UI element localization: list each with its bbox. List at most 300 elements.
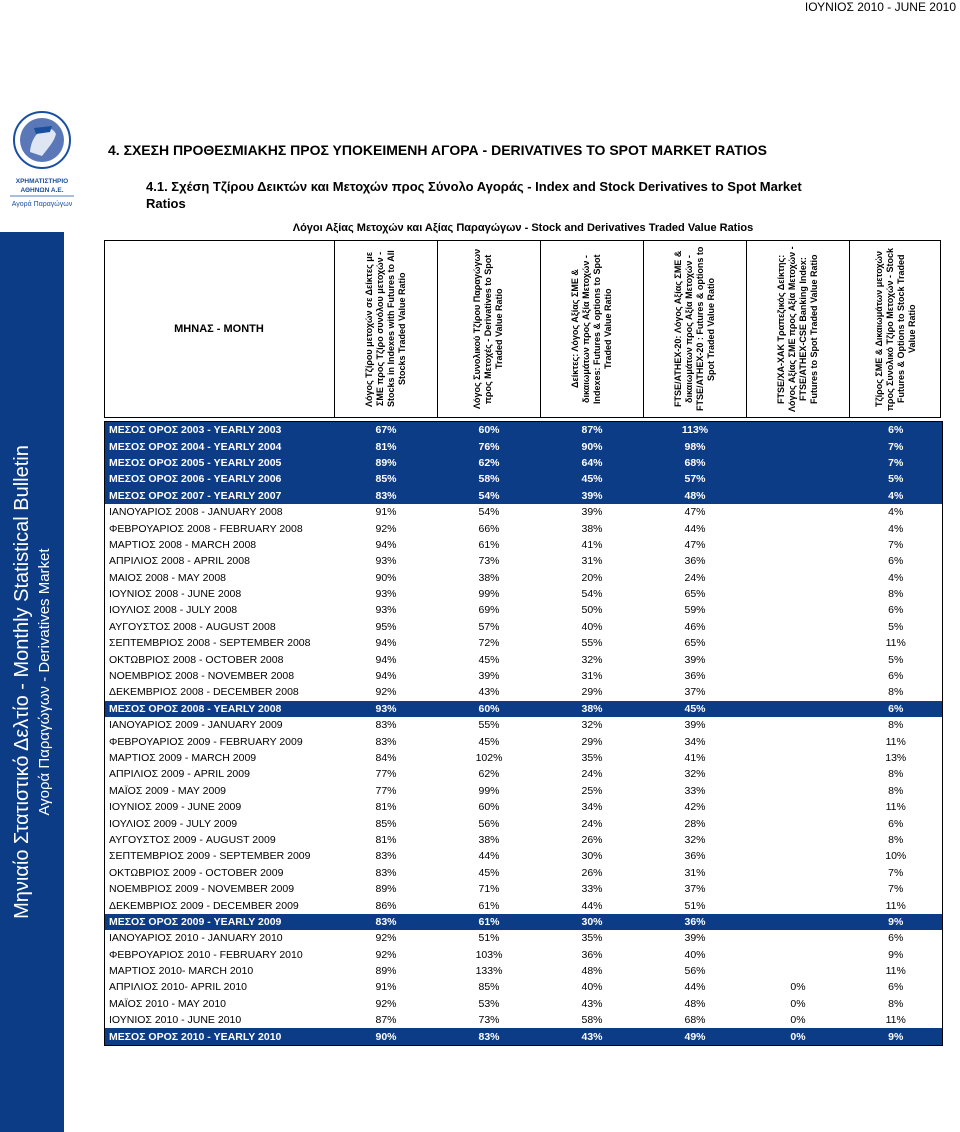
table-row bbox=[105, 865, 943, 881]
ratio-cell: 81% bbox=[375, 833, 397, 846]
ratio-cell: 4% bbox=[888, 522, 904, 535]
ratio-cell: 81% bbox=[375, 801, 397, 814]
month-cell: ΜΑΡΤΙΟΣ 2010- MARCH 2010 bbox=[109, 965, 254, 978]
ratio-cell: 28% bbox=[684, 817, 706, 830]
ratio-cell bbox=[747, 438, 850, 454]
ratio-cell: 71% bbox=[478, 883, 500, 896]
ratio-cell: 69% bbox=[478, 604, 500, 617]
ratio-cell: 81% bbox=[335, 438, 438, 454]
ratio-cell: 53% bbox=[478, 997, 500, 1010]
ratio-cell: 60% bbox=[438, 422, 541, 439]
month-cell: ΜΕΣΟΣ ΟΡΟΣ 2006 - YEARLY 2006 bbox=[105, 471, 335, 487]
ratio-cell: 56% bbox=[684, 965, 706, 978]
month-cell: ΙΟΥΝΙΟΣ 2009 - JUNE 2009 bbox=[109, 801, 242, 814]
ratio-cell bbox=[747, 783, 850, 799]
table-row bbox=[105, 815, 943, 831]
ratio-cell bbox=[747, 930, 850, 946]
column-header-4 bbox=[643, 240, 746, 418]
ratio-cell: 46% bbox=[684, 620, 706, 633]
ratio-cell bbox=[747, 750, 850, 766]
month-cell: ΑΠΡΙΛΙΟΣ 2010- APRIL 2010 bbox=[109, 981, 248, 994]
ratio-cell: 32% bbox=[581, 653, 603, 666]
ratio-cell: 24% bbox=[581, 817, 603, 830]
ratio-cell: 77% bbox=[375, 784, 397, 797]
month-cell: ΜΕΣΟΣ ΟΡΟΣ 2007 - YEARLY 2007 bbox=[105, 488, 335, 504]
yearly-average-row bbox=[105, 488, 943, 504]
ratio-cell: 38% bbox=[541, 701, 644, 717]
ratio-cell: 76% bbox=[438, 438, 541, 454]
month-cell: ΜΕΣΟΣ ΟΡΟΣ 2008 - YEARLY 2008 bbox=[105, 701, 335, 717]
ratio-cell: 113% bbox=[644, 422, 747, 439]
ratio-cell: 58% bbox=[438, 471, 541, 487]
ratio-cell bbox=[747, 553, 850, 569]
month-cell: ΙΟΥΝΙΟΣ 2008 - JUNE 2008 bbox=[109, 588, 242, 601]
ratio-cell: 48% bbox=[644, 488, 747, 504]
ratio-cell: 10% bbox=[885, 850, 907, 863]
ratio-cell bbox=[747, 602, 850, 618]
month-cell: ΔΕΚΕΜΒΡΙΟΣ 2008 - DECEMBER 2008 bbox=[109, 686, 299, 699]
ratio-cell: 45% bbox=[478, 735, 500, 748]
ratio-cell: 6% bbox=[888, 817, 904, 830]
ratio-cell: 58% bbox=[581, 1014, 603, 1027]
ratio-cell: 11% bbox=[885, 637, 906, 650]
ratio-cell: 40% bbox=[581, 620, 603, 633]
month-cell: ΙΑΝΟΥΑΡΙΟΣ 2009 - JANUARY 2009 bbox=[109, 719, 283, 732]
ratio-cell: 86% bbox=[375, 899, 397, 912]
table-row bbox=[105, 520, 943, 536]
ratio-cell: 38% bbox=[581, 522, 603, 535]
ratio-cell: 4% bbox=[888, 571, 904, 584]
ratio-cell: 31% bbox=[581, 670, 603, 683]
table-row bbox=[105, 1012, 943, 1028]
column-header-label: FTSE/ΧΑ-ΧΑΚ Τραπεζικός Δείκτης: Λόγος Αξίας ΣΜΕ προς Αξία Μετοχών - FTSE/ATHEX-CSE Banking Index: Futures to Spot Traded Value Ratio bbox=[775, 246, 819, 412]
ratio-cell bbox=[747, 651, 850, 667]
ratio-cell: 4% bbox=[888, 506, 904, 519]
bulletin-title: Μηνιαίο Στατιστικό Δελτίο - Monthly Statistical Bulletin bbox=[11, 445, 33, 919]
ratio-cell: 91% bbox=[375, 506, 397, 519]
ratio-cell: 92% bbox=[375, 686, 397, 699]
month-column-header: ΜΗΝΑΣ - MONTH bbox=[174, 323, 264, 335]
ratio-cell: 94% bbox=[375, 670, 397, 683]
ratio-cell: 26% bbox=[581, 866, 603, 879]
ratio-cell bbox=[747, 684, 850, 700]
ratio-cell: 35% bbox=[581, 932, 603, 945]
ratio-cell: 62% bbox=[478, 768, 500, 781]
ratio-cell: 57% bbox=[478, 620, 500, 633]
month-cell: ΜΕΣΟΣ ΟΡΟΣ 2003 - YEARLY 2003 bbox=[105, 422, 335, 439]
ratio-cell: 87% bbox=[375, 1014, 397, 1027]
bulletin-subtitle: Αγορά Παραγώγων - Derivatives Market bbox=[36, 548, 53, 816]
ratio-cell bbox=[747, 799, 850, 815]
ratio-cell bbox=[747, 832, 850, 848]
column-header-label: Τζίρος ΣΜΕ & Δικαιωμάτων μετοχών προς Συνολικό Τζίρο Μετοχών - Stock Futures & Options to Stock Traded Value Ratio bbox=[873, 247, 917, 411]
yearly-average-row bbox=[105, 701, 943, 717]
ratio-cell: 39% bbox=[541, 488, 644, 504]
ratio-cell: 13% bbox=[885, 752, 907, 764]
ratio-cell bbox=[747, 815, 850, 831]
ratio-cell: 87% bbox=[541, 422, 644, 439]
ratio-cell: 89% bbox=[335, 455, 438, 471]
yearly-average-row bbox=[105, 914, 943, 930]
ratio-cell: 7% bbox=[888, 538, 904, 551]
ratio-cell: 38% bbox=[478, 833, 500, 846]
ratio-cell: 99% bbox=[478, 588, 500, 601]
ratio-cell: 8% bbox=[888, 784, 904, 797]
table-row bbox=[105, 930, 943, 946]
ratio-cell: 83% bbox=[438, 1028, 541, 1045]
ratio-cell: 89% bbox=[375, 965, 397, 978]
yearly-average-row bbox=[105, 455, 943, 471]
ratio-cell: 66% bbox=[478, 522, 500, 535]
ratio-cell bbox=[747, 701, 850, 717]
month-cell: ΣΕΠΤΕΜΒΡΙΟΣ 2009 - SEPTEMBER 2009 bbox=[109, 850, 311, 863]
ratio-cell: 45% bbox=[478, 866, 500, 879]
month-cell: ΦΕΒΡΟΥΑΡΙΟΣ 2008 - FEBRUARY 2008 bbox=[109, 522, 303, 535]
month-cell: ΜΑΪΟΣ 2009 - MAY 2009 bbox=[109, 784, 226, 797]
table-row bbox=[105, 635, 943, 651]
ratio-cell bbox=[747, 733, 850, 749]
ratio-cell bbox=[747, 504, 850, 520]
month-cell: ΜΑΡΤΙΟΣ 2009 - MARCH 2009 bbox=[109, 752, 257, 764]
ratio-cell: 92% bbox=[375, 997, 397, 1010]
ratio-cell: 30% bbox=[581, 850, 603, 863]
month-cell: ΑΥΓΟΥΣΤΟΣ 2008 - AUGUST 2008 bbox=[109, 620, 276, 633]
ratio-cell: 36% bbox=[581, 948, 603, 961]
table-row bbox=[105, 717, 943, 733]
ratio-cell: 51% bbox=[684, 899, 706, 912]
ratio-cell: 85% bbox=[335, 471, 438, 487]
ratio-cell: 64% bbox=[541, 455, 644, 471]
month-cell: ΙΟΥΝΙΟΣ 2010 - JUNE 2010 bbox=[109, 1014, 242, 1027]
month-cell: ΜΑΪΟΣ 2010 - MAY 2010 bbox=[109, 997, 226, 1010]
ratio-cell bbox=[747, 717, 850, 733]
ratio-cell: 93% bbox=[375, 555, 397, 568]
ratio-cell: 44% bbox=[478, 850, 500, 863]
column-header-6 bbox=[849, 240, 942, 418]
ratio-cell: 37% bbox=[684, 686, 706, 699]
ratio-cell: 51% bbox=[478, 932, 500, 945]
month-cell: ΜΕΣΟΣ ΟΡΟΣ 2010 - YEARLY 2010 bbox=[105, 1028, 335, 1045]
bulletin-date: ΙΟΥΝΙΟΣ 2010 - JUNE 2010 bbox=[804, 0, 956, 14]
ratio-cell bbox=[747, 537, 850, 553]
ratio-cell: 94% bbox=[375, 637, 397, 650]
ratio-cell: 57% bbox=[644, 471, 747, 487]
ratio-cell: 6% bbox=[888, 981, 904, 994]
ratio-cell: 33% bbox=[581, 883, 603, 896]
ratio-cell bbox=[747, 914, 850, 930]
sidebar-title bbox=[9, 445, 55, 919]
ratio-cell: 83% bbox=[335, 488, 438, 504]
ratio-cell: 59% bbox=[684, 604, 706, 617]
ratio-cell bbox=[747, 668, 850, 684]
month-cell: ΔΕΚΕΜΒΡΙΟΣ 2009 - DECEMBER 2009 bbox=[109, 899, 299, 912]
table-row bbox=[105, 897, 943, 913]
ratio-cell: 49% bbox=[644, 1028, 747, 1045]
ratio-cell: 36% bbox=[684, 850, 706, 863]
column-header-label: Δείκτες: Λόγος Αξίας ΣΜΕ & δικαιωμάτων προς Αξία Μετοχών - Indexes: Futures & options to Spot Traded Value Ratio bbox=[569, 254, 613, 404]
month-cell: ΜΑΡΤΙΟΣ 2008 - MARCH 2008 bbox=[109, 538, 257, 551]
ratio-cell: 8% bbox=[888, 833, 904, 846]
table-row bbox=[105, 750, 943, 766]
ratio-cell: 90% bbox=[541, 438, 644, 454]
ratio-cell: 39% bbox=[684, 932, 706, 945]
ratio-cell: 73% bbox=[478, 1014, 500, 1027]
ratio-cell: 60% bbox=[478, 801, 500, 814]
ratio-cell: 38% bbox=[478, 571, 500, 584]
month-cell: ΙΑΝΟΥΑΡΙΟΣ 2010 - JANUARY 2010 bbox=[109, 932, 283, 945]
ratio-cell: 36% bbox=[644, 914, 747, 930]
ratio-cell: 93% bbox=[375, 588, 397, 601]
ratio-cell: 45% bbox=[644, 701, 747, 717]
ratio-cell: 0% bbox=[790, 981, 806, 994]
athex-logo bbox=[4, 108, 80, 224]
table-row bbox=[105, 553, 943, 569]
ratio-cell: 8% bbox=[888, 997, 904, 1010]
ratio-cell: 83% bbox=[375, 735, 397, 748]
ratio-cell: 24% bbox=[581, 768, 603, 781]
ratio-cell: 45% bbox=[478, 653, 500, 666]
ratio-cell: 48% bbox=[581, 965, 603, 978]
ratio-cell: 43% bbox=[478, 686, 500, 699]
ratio-cell bbox=[747, 848, 850, 864]
subsection-title: 4.1. Σχέση Τζίρου Δεικτών και Μετοχών προς Σύνολο Αγοράς - Index and Stock Derivatives to Spot Market Ratios bbox=[146, 179, 802, 211]
ratio-cell: 6% bbox=[888, 604, 904, 617]
month-cell: ΑΠΡΙΛΙΟΣ 2009 - APRIL 2009 bbox=[109, 768, 250, 781]
column-header-label: Λόγος Τζίρου μετοχών σε Δείκτες με ΣΜΕ προς Τζίρο συνόλου μετοχών - Stocks in Indexes with Futures to All Stocks Traded Value Ratio bbox=[363, 250, 407, 408]
ratio-cell: 5% bbox=[888, 620, 904, 633]
month-cell: ΝΟΕΜΒΡΙΟΣ 2008 - NOVEMBER 2008 bbox=[109, 670, 295, 683]
ratio-cell: 55% bbox=[478, 719, 500, 732]
ratio-cell: 36% bbox=[684, 670, 706, 683]
ratio-cell: 36% bbox=[684, 555, 706, 568]
table-row bbox=[105, 766, 943, 782]
ratio-cell: 7% bbox=[850, 438, 943, 454]
ratio-cell: 0% bbox=[790, 997, 806, 1010]
column-header-3 bbox=[540, 240, 643, 418]
ratio-cell: 9% bbox=[850, 914, 943, 930]
ratio-cell bbox=[747, 635, 850, 651]
ratio-cell: 103% bbox=[475, 948, 503, 961]
ratio-cell bbox=[747, 455, 850, 471]
ratio-cell: 40% bbox=[581, 981, 603, 994]
column-header-5 bbox=[746, 240, 849, 418]
ratio-cell: 99% bbox=[478, 784, 500, 797]
ratio-cell: 9% bbox=[850, 1028, 943, 1045]
ratio-cell: 41% bbox=[684, 752, 706, 764]
ratio-cell: 43% bbox=[581, 997, 603, 1010]
ratio-cell bbox=[747, 963, 850, 979]
table-row bbox=[105, 947, 943, 963]
ratio-cell: 62% bbox=[438, 455, 541, 471]
ratio-cell: 89% bbox=[375, 883, 397, 896]
ratio-cell: 6% bbox=[850, 701, 943, 717]
ratio-cell: 65% bbox=[684, 588, 706, 601]
ratio-cell: 32% bbox=[581, 719, 603, 732]
ratio-cell: 34% bbox=[581, 801, 603, 814]
table-row bbox=[105, 651, 943, 667]
table-row bbox=[105, 996, 943, 1012]
ratio-cell: 11% bbox=[885, 1014, 906, 1027]
ratio-cell: 7% bbox=[888, 866, 904, 879]
ratio-cell bbox=[747, 488, 850, 504]
table-row bbox=[105, 602, 943, 618]
ratio-cell: 34% bbox=[684, 735, 706, 748]
ratio-cell: 93% bbox=[335, 701, 438, 717]
ratio-cell bbox=[747, 570, 850, 586]
ratio-cell: 68% bbox=[684, 1014, 706, 1027]
month-cell: ΣΕΠΤΕΜΒΡΙΟΣ 2008 - SEPTEMBER 2008 bbox=[109, 637, 311, 650]
ratio-cell: 83% bbox=[375, 866, 397, 879]
ratio-cell: 61% bbox=[478, 899, 500, 912]
month-cell: ΑΠΡΙΛΙΟΣ 2008 - APRIL 2008 bbox=[109, 555, 250, 568]
ratio-cell: 8% bbox=[888, 768, 904, 781]
month-cell: ΙΟΥΛΙΟΣ 2008 - JULY 2008 bbox=[109, 604, 238, 617]
month-cell: ΜΕΣΟΣ ΟΡΟΣ 2004 - YEARLY 2004 bbox=[105, 438, 335, 454]
month-cell: ΟΚΤΩΒΡΙΟΣ 2008 - OCTOBER 2008 bbox=[109, 653, 284, 666]
table-row bbox=[105, 832, 943, 848]
ratio-cell: 4% bbox=[850, 488, 943, 504]
ratio-cell: 5% bbox=[888, 653, 904, 666]
ratio-cell: 44% bbox=[581, 899, 603, 912]
table-row bbox=[105, 799, 943, 815]
month-cell: ΜΕΣΟΣ ΟΡΟΣ 2005 - YEARLY 2005 bbox=[105, 455, 335, 471]
ratio-cell: 54% bbox=[478, 506, 500, 519]
ratio-cell: 11% bbox=[885, 801, 906, 814]
table-row bbox=[105, 586, 943, 602]
ratio-cell: 7% bbox=[850, 455, 943, 471]
ratio-cell: 94% bbox=[375, 538, 397, 551]
month-cell: ΙΟΥΛΙΟΣ 2009 - JULY 2009 bbox=[109, 817, 238, 830]
ratio-cell bbox=[747, 865, 850, 881]
ratio-cell: 6% bbox=[888, 670, 904, 683]
ratio-cell: 8% bbox=[888, 719, 904, 732]
ratio-cell: 29% bbox=[581, 686, 603, 699]
ratio-cell: 83% bbox=[375, 850, 397, 863]
ratio-cell: 40% bbox=[684, 948, 706, 961]
ratio-cell: 47% bbox=[684, 538, 706, 551]
ratio-cell: 93% bbox=[375, 604, 397, 617]
ratio-cell: 0% bbox=[790, 1014, 806, 1027]
ratio-cell: 94% bbox=[375, 653, 397, 666]
ratio-cell: 92% bbox=[375, 932, 397, 945]
ratio-cell: 60% bbox=[438, 701, 541, 717]
ratio-cell: 8% bbox=[888, 588, 904, 601]
ratio-cell: 44% bbox=[684, 981, 706, 994]
ratio-cell: 11% bbox=[885, 899, 906, 912]
ratio-cell: 20% bbox=[581, 571, 603, 584]
ratio-cell: 30% bbox=[541, 914, 644, 930]
ratio-cell: 90% bbox=[375, 571, 397, 584]
ratio-cell: 73% bbox=[478, 555, 500, 568]
ratio-cell: 25% bbox=[581, 784, 603, 797]
ratio-cell: 47% bbox=[684, 506, 706, 519]
ratio-cell: 8% bbox=[888, 686, 904, 699]
svg-text:ΑΘΗΝΩΝ Α.Ε.: ΑΘΗΝΩΝ Α.Ε. bbox=[20, 187, 64, 194]
ratio-cell: 39% bbox=[684, 719, 706, 732]
table-row bbox=[105, 668, 943, 684]
ratio-cell: 11% bbox=[885, 965, 906, 978]
ratio-cell: 32% bbox=[684, 768, 706, 781]
yearly-average-row bbox=[105, 471, 943, 487]
ratio-cell bbox=[747, 422, 850, 439]
section-title: 4. ΣΧΕΣΗ ΠΡΟΘΕΣΜΙΑΚΗΣ ΠΡΟΣ ΥΠΟΚΕΙΜΕΝΗ ΑΓΟΡΑ - DERIVATIVES TO SPOT MARKET RATIOS bbox=[108, 142, 767, 158]
ratio-cell: 6% bbox=[850, 422, 943, 439]
ratio-cell bbox=[747, 471, 850, 487]
ratio-cell: 56% bbox=[478, 817, 500, 830]
ratio-cell: 50% bbox=[581, 604, 603, 617]
ratio-cell: 55% bbox=[581, 637, 603, 650]
ratio-cell: 39% bbox=[581, 506, 603, 519]
ratio-cell: 7% bbox=[888, 883, 904, 896]
ratio-cell: 68% bbox=[644, 455, 747, 471]
yearly-average-row bbox=[105, 1028, 943, 1045]
ratio-cell: 102% bbox=[475, 752, 503, 764]
ratio-cell: 91% bbox=[375, 981, 397, 994]
table-row bbox=[105, 684, 943, 700]
table-row bbox=[105, 570, 943, 586]
month-cell: ΦΕΒΡΟΥΑΡΙΟΣ 2010 - FEBRUARY 2010 bbox=[109, 948, 303, 961]
svg-text:ΧΡΗΜΑΤΙΣΤΗΡΙΟ: ΧΡΗΜΑΤΙΣΤΗΡΙΟ bbox=[15, 178, 69, 185]
ratio-cell bbox=[747, 520, 850, 536]
ratio-cell: 61% bbox=[478, 538, 500, 551]
ratio-cell: 0% bbox=[747, 1028, 850, 1045]
ratio-cell: 37% bbox=[684, 883, 706, 896]
ratio-cell: 54% bbox=[581, 588, 603, 601]
ratio-cell: 26% bbox=[581, 833, 603, 846]
table-row bbox=[105, 733, 943, 749]
ratio-cell bbox=[747, 881, 850, 897]
ratio-cell: 39% bbox=[684, 653, 706, 666]
ratio-cell bbox=[747, 897, 850, 913]
month-cell: ΙΑΝΟΥΑΡΙΟΣ 2008 - JANUARY 2008 bbox=[109, 506, 283, 519]
table-row bbox=[105, 881, 943, 897]
ratio-cell: 83% bbox=[375, 719, 397, 732]
table-row bbox=[105, 979, 943, 995]
ratio-cell: 42% bbox=[684, 801, 706, 814]
ratio-cell: 45% bbox=[541, 471, 644, 487]
ratio-cell: 54% bbox=[438, 488, 541, 504]
month-cell: ΜΕΣΟΣ ΟΡΟΣ 2009 - YEARLY 2009 bbox=[105, 914, 335, 930]
ratio-cell: 6% bbox=[888, 555, 904, 568]
month-cell: ΜΑΙΟΣ 2008 - MAY 2008 bbox=[109, 571, 226, 584]
ratio-cell: 95% bbox=[375, 620, 397, 633]
ratio-cell: 67% bbox=[335, 422, 438, 439]
table-row bbox=[105, 783, 943, 799]
ratio-cell bbox=[747, 586, 850, 602]
yearly-average-row bbox=[105, 438, 943, 454]
column-header-label: FTSE/ATHEX-20: Λόγος Αξίας ΣΜΕ & δικαιωμάτων προς Αξία Μετοχών - FTSE/ATHEX-20 : Futures & options to Spot Traded Value Ratio bbox=[672, 246, 716, 412]
ratio-cell: 39% bbox=[478, 670, 500, 683]
ratio-cell: 90% bbox=[335, 1028, 438, 1045]
ratio-cell: 84% bbox=[375, 752, 397, 764]
sidebar-band bbox=[0, 232, 64, 1132]
ratio-cell: 35% bbox=[581, 752, 603, 764]
month-cell: ΝΟΕΜΒΡΙΟΣ 2009 - NOVEMBER 2009 bbox=[109, 883, 295, 896]
ratios-table bbox=[104, 421, 943, 1046]
ratio-cell: 5% bbox=[850, 471, 943, 487]
ratio-cell: 24% bbox=[684, 571, 706, 584]
month-cell: ΟΚΤΩΒΡΙΟΣ 2009 - OCTOBER 2009 bbox=[109, 866, 284, 879]
ratio-cell: 92% bbox=[375, 522, 397, 535]
svg-text:Αγορά Παραγώγων: Αγορά Παραγώγων bbox=[11, 201, 73, 208]
ratio-cell: 43% bbox=[541, 1028, 644, 1045]
ratio-cell: 85% bbox=[478, 981, 500, 994]
ratio-cell: 44% bbox=[684, 522, 706, 535]
ratio-cell: 9% bbox=[888, 948, 904, 961]
ratio-cell: 92% bbox=[375, 948, 397, 961]
ratio-cell: 11% bbox=[885, 735, 906, 748]
column-header-1 bbox=[334, 240, 437, 418]
